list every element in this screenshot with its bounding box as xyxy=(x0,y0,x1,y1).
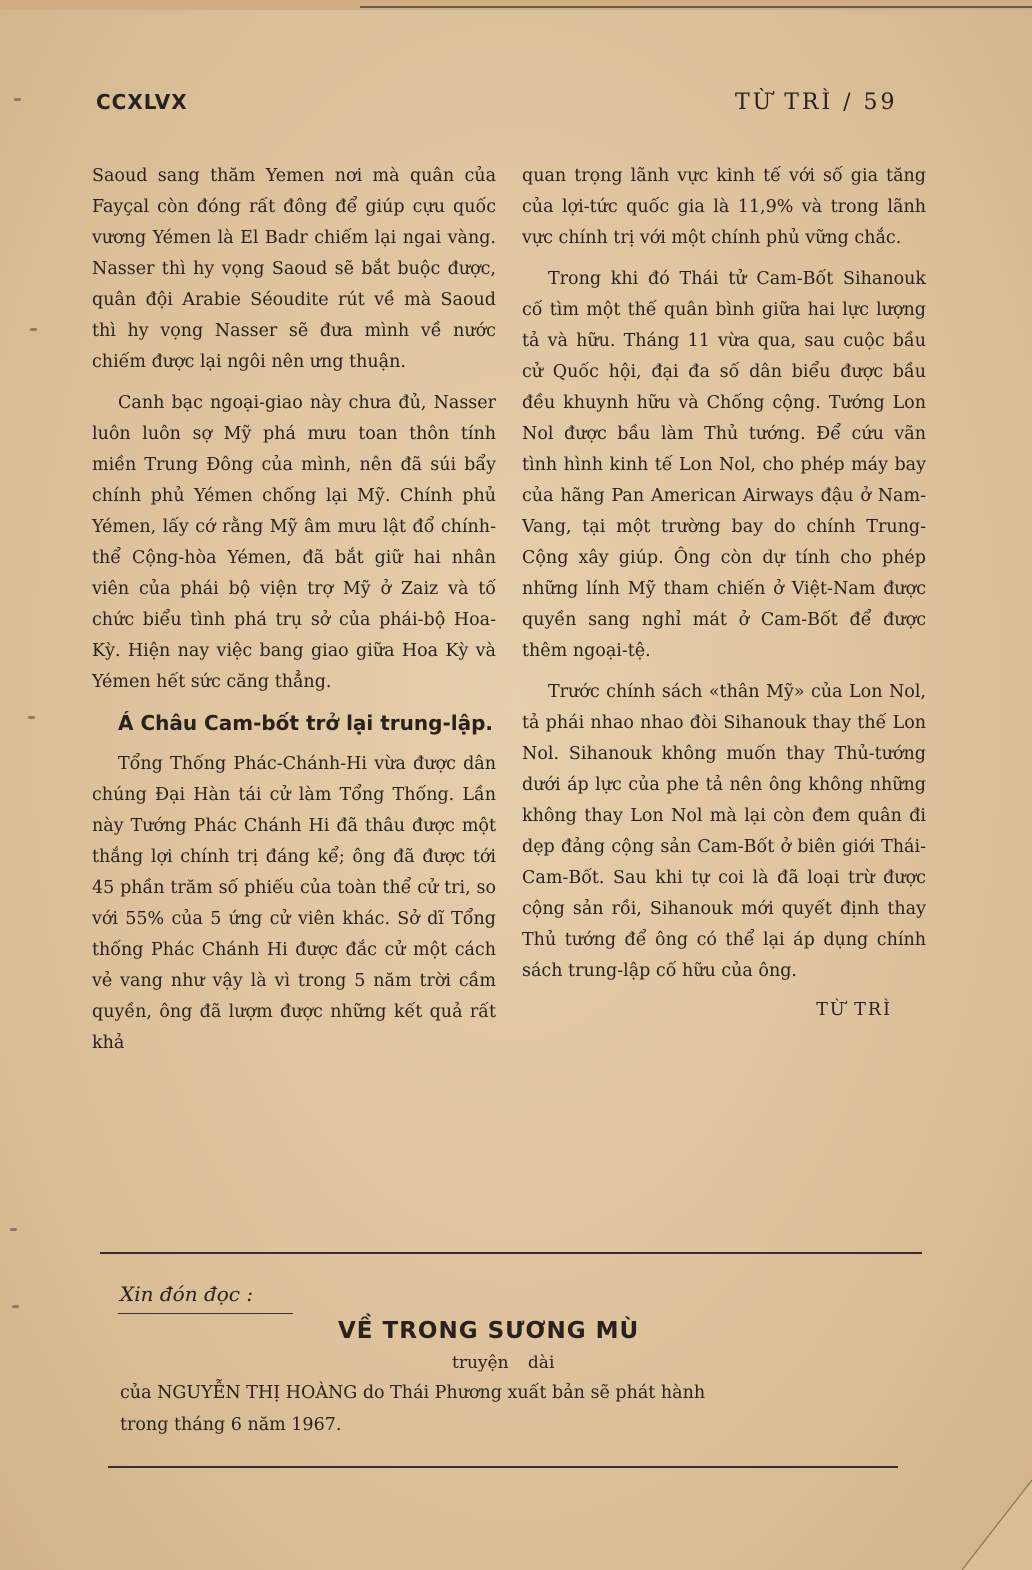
right-paragraph-1: quan trọng lãnh vực kinh tế với số gia tăng của lợi-tức quốc gia là 11,9% và trong lãnh vực chính trị với một chính phủ vững chắc. xyxy=(522,166,926,248)
author-signature: TỪ TRÌ xyxy=(816,1000,892,1020)
margin-mark xyxy=(10,1228,17,1231)
page-top-edge xyxy=(0,0,1032,10)
notice-top-rule xyxy=(100,1252,922,1254)
left-section-paragraph-1: Tổng Thống Phác-Chánh-Hi vừa được dân chúng Đại Hàn tái cử làm Tổng Thống. Lần này Tướng Phác Chánh Hi đã thâu được một thắng lợi chính trị đáng kể; ông đã được tới 45 phần trăm số phiếu của toàn thể cử tri, so với 55% của 5 ứng cử viên khác. Sở dĩ Tổng thống Phác Chánh Hi được đắc cử một cách vẻ vang như vậy là vì trong 5 năm trời cầm quyền, ông đã lượm được những kết quả rất khả xyxy=(92,754,496,1053)
notice-book-genre: truyện dài xyxy=(452,1353,555,1373)
margin-mark xyxy=(14,98,21,101)
page-section-number: CCXLVX xyxy=(96,90,188,114)
margin-mark xyxy=(30,328,37,331)
section-heading: Á Châu Cam-bốt trở lại trung-lập. xyxy=(118,711,494,735)
notice-bottom-rule xyxy=(108,1466,898,1468)
page-top-rule xyxy=(360,6,1032,8)
notice-line-1: của NGUYỄN THỊ HOÀNG do Thái Phương xuất bản sẽ phát hành xyxy=(120,1383,706,1403)
notice-book-title: VỀ TRONG SƯƠNG MÙ xyxy=(338,1318,640,1344)
notice-line-2: trong tháng 6 năm 1967. xyxy=(120,1415,342,1435)
margin-mark xyxy=(12,1305,19,1308)
right-paragraph-2: Trong khi đó Thái tử Cam-Bốt Sihanouk cố tìm một thế quân bình giữa hai lực lượng tả và hữu. Tháng 11 vừa qua, sau cuộc bầu cử Quốc hội, đại đa số dân biểu được bầu đều khuynh hữu và Chống cộng. Tướng Lon Nol được bầu làm Thủ tướng. Để cứu vãn tình hình kinh tế Lon Nol, cho phép máy bay của hãng Pan American Airways đậu ở Nam-Vang, tại một trường bay do chính Trung-Cộng xây giúp. Ông còn dự tính cho phép những lính Mỹ tham chiến ở Việt-Nam được quyền sang nghỉ mát ở Cam-Bốt để được thêm ngoại-tệ. xyxy=(522,269,926,661)
page-header-author-page: TỪ TRÌ / 59 xyxy=(735,90,898,115)
margin-mark xyxy=(28,716,35,719)
left-column xyxy=(92,161,496,1069)
notice-label-underline xyxy=(118,1313,293,1314)
folded-corner-icon xyxy=(962,1480,1032,1570)
notice-label: Xin đón đọc : xyxy=(120,1282,254,1306)
right-column xyxy=(522,161,926,1026)
left-paragraph-1: Saoud sang thăm Yemen nơi mà quân của Fayçal còn đóng rất đông để giúp cựu quốc vương Yémen là El Badr chiếm lại ngai vàng. Nasser thì hy vọng Saoud sẽ bắt buộc được, quân đội Arabie Séoudite rút về mà Saoud thì hy vọng Nasser sẽ đưa mình về nước chiếm được lại ngôi nên ưng thuận. xyxy=(92,166,496,372)
right-paragraph-3: Trước chính sách «thân Mỹ» của Lon Nol, tả phái nhao nhao đòi Sihanouk thay thế Lon Nol. Sihanouk không muốn thay Thủ-tướng dưới áp lực của phe tả nên ông không những không thay Lon Nol mà lại còn đem quân đi dẹp đảng cộng sản Cam-Bốt ở biên giới Thái-Cam-Bốt. Sau khi tự coi là đã loại trừ được cộng sản rồi, Sihanouk mới quyết định thay Thủ tướng để ông có thể lại áp dụng chính sách trung-lập cố hữu của ông. xyxy=(522,682,926,981)
left-paragraph-2: Canh bạc ngoại-giao này chưa đủ, Nasser luôn luôn sợ Mỹ phá mưu toan thôn tính miền Trung Đông của mình, nên đã súi bẩy chính phủ Yémen chống lại Mỹ. Chính phủ Yémen, lấy cớ rằng Mỹ âm mưu lật đổ chính-thể Cộng-hòa Yémen, đã bắt giữ hai nhân viên của phái bộ viện trợ Mỹ ở Zaiz và tố chức biểu tình phá trụ sở của phái-bộ Hoa-Kỳ. Hiện nay việc bang giao giữa Hoa Kỳ và Yémen hết sức căng thẳng. xyxy=(92,393,496,692)
